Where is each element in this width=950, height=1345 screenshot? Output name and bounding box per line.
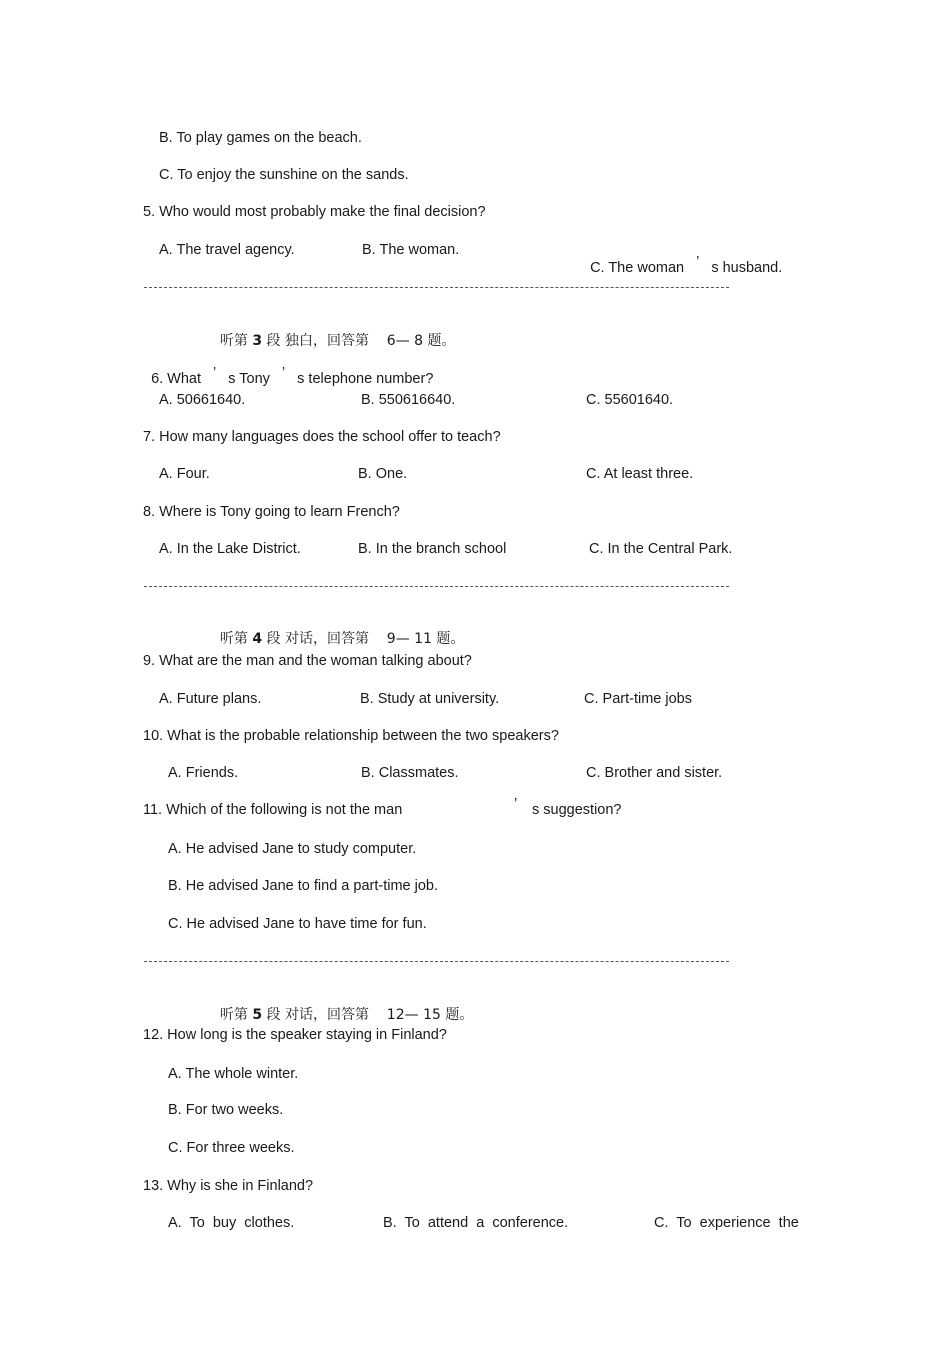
section-3-heading xyxy=(211,314,456,350)
section-5-post: 段 对话，回答第 12— 15 题。 xyxy=(262,1007,474,1023)
q5-option-b: B. The woman. xyxy=(362,242,460,258)
q11-option-b: B. He advised Jane to find a part-time job. xyxy=(168,878,439,894)
apostrophe: ’ xyxy=(696,254,700,270)
separator-line xyxy=(144,586,729,587)
q6-option-c: C. 55601640. xyxy=(586,392,674,408)
q6-option-a: A. 50661640. xyxy=(159,392,246,408)
q11-question-start: 11. Which of the following is not the man xyxy=(143,802,403,818)
q6-option-b: B. 550616640. xyxy=(361,392,456,408)
section-4-pre: 听第 xyxy=(219,631,253,647)
q11-option-a: A. He advised Jane to study computer. xyxy=(168,841,417,857)
q10-option-a: A. Friends. xyxy=(168,765,239,781)
q13-option-b: B. To attend a conference. xyxy=(383,1215,569,1231)
q9-option-a: A. Future plans. xyxy=(159,691,262,707)
q6-question-post: s telephone number? xyxy=(297,371,434,387)
apostrophe: ’ xyxy=(514,796,518,812)
q10-question: 10. What is the probable relationship between the two speakers? xyxy=(143,728,559,744)
q4-option-c: C. To enjoy the sunshine on the sands. xyxy=(159,167,409,183)
q8-option-c: C. In the Central Park. xyxy=(589,541,733,557)
q13-question: 13. Why is she in Finland? xyxy=(143,1178,314,1194)
q9-option-c: C. Part-time jobs xyxy=(584,691,692,707)
section-3-post: 段 独白，回答第 6— 8 题。 xyxy=(262,333,456,349)
q5-option-c xyxy=(582,241,782,277)
q8-question: 8. Where is Tony going to learn French? xyxy=(143,504,400,520)
q5-option-c-text: C. The woman xyxy=(590,260,685,276)
section-3-number: 3 xyxy=(252,333,263,349)
q5-option-c-text-end: s husband. xyxy=(711,260,783,276)
section-3-pre: 听第 xyxy=(219,333,253,349)
q5-option-a: A. The travel agency. xyxy=(159,242,295,258)
section-4-number: 4 xyxy=(252,631,263,647)
q5-question: 5. Who would most probably make the final decision? xyxy=(143,204,486,220)
q10-option-b: B. Classmates. xyxy=(361,765,459,781)
q9-option-b: B. Study at university. xyxy=(360,691,500,707)
q10-option-c: C. Brother and sister. xyxy=(586,765,723,781)
section-5-heading xyxy=(211,988,473,1024)
q7-option-a: A. Four. xyxy=(159,466,210,482)
q13-option-c: C. To experience the xyxy=(654,1215,799,1231)
q8-option-a: A. In the Lake District. xyxy=(159,541,301,557)
q6-question-pre: 6. What xyxy=(151,371,202,387)
apostrophe: ’ xyxy=(281,365,286,381)
separator-line xyxy=(144,961,729,962)
q9-question: 9. What are the man and the woman talking about? xyxy=(143,653,472,669)
q13-option-a: A. To buy clothes. xyxy=(168,1215,295,1231)
q4-option-b: B. To play games on the beach. xyxy=(159,130,362,146)
section-4-heading xyxy=(211,612,464,648)
q8-option-b: B. In the branch school xyxy=(358,541,507,557)
q7-option-b: B. One. xyxy=(358,466,408,482)
separator-line xyxy=(144,287,729,288)
q12-option-a: A. The whole winter. xyxy=(168,1066,299,1082)
q6-question-mid: s Tony xyxy=(228,371,270,387)
q6-question xyxy=(143,352,433,388)
q11-option-c: C. He advised Jane to have time for fun. xyxy=(168,916,427,932)
section-4-post: 段 对话，回答第 9— 11 题。 xyxy=(262,631,465,647)
q7-question: 7. How many languages does the school offer to teach? xyxy=(143,429,501,445)
q7-option-c: C. At least three. xyxy=(586,466,694,482)
apostrophe: ’ xyxy=(213,365,217,381)
q12-option-c: C. For three weeks. xyxy=(168,1140,295,1156)
q12-option-b: B. For two weeks. xyxy=(168,1102,284,1118)
section-5-number: 5 xyxy=(252,1007,263,1023)
section-5-pre: 听第 xyxy=(219,1007,253,1023)
q11-question-end: s suggestion? xyxy=(532,802,622,818)
q12-question: 12. How long is the speaker staying in Finland? xyxy=(143,1027,447,1043)
